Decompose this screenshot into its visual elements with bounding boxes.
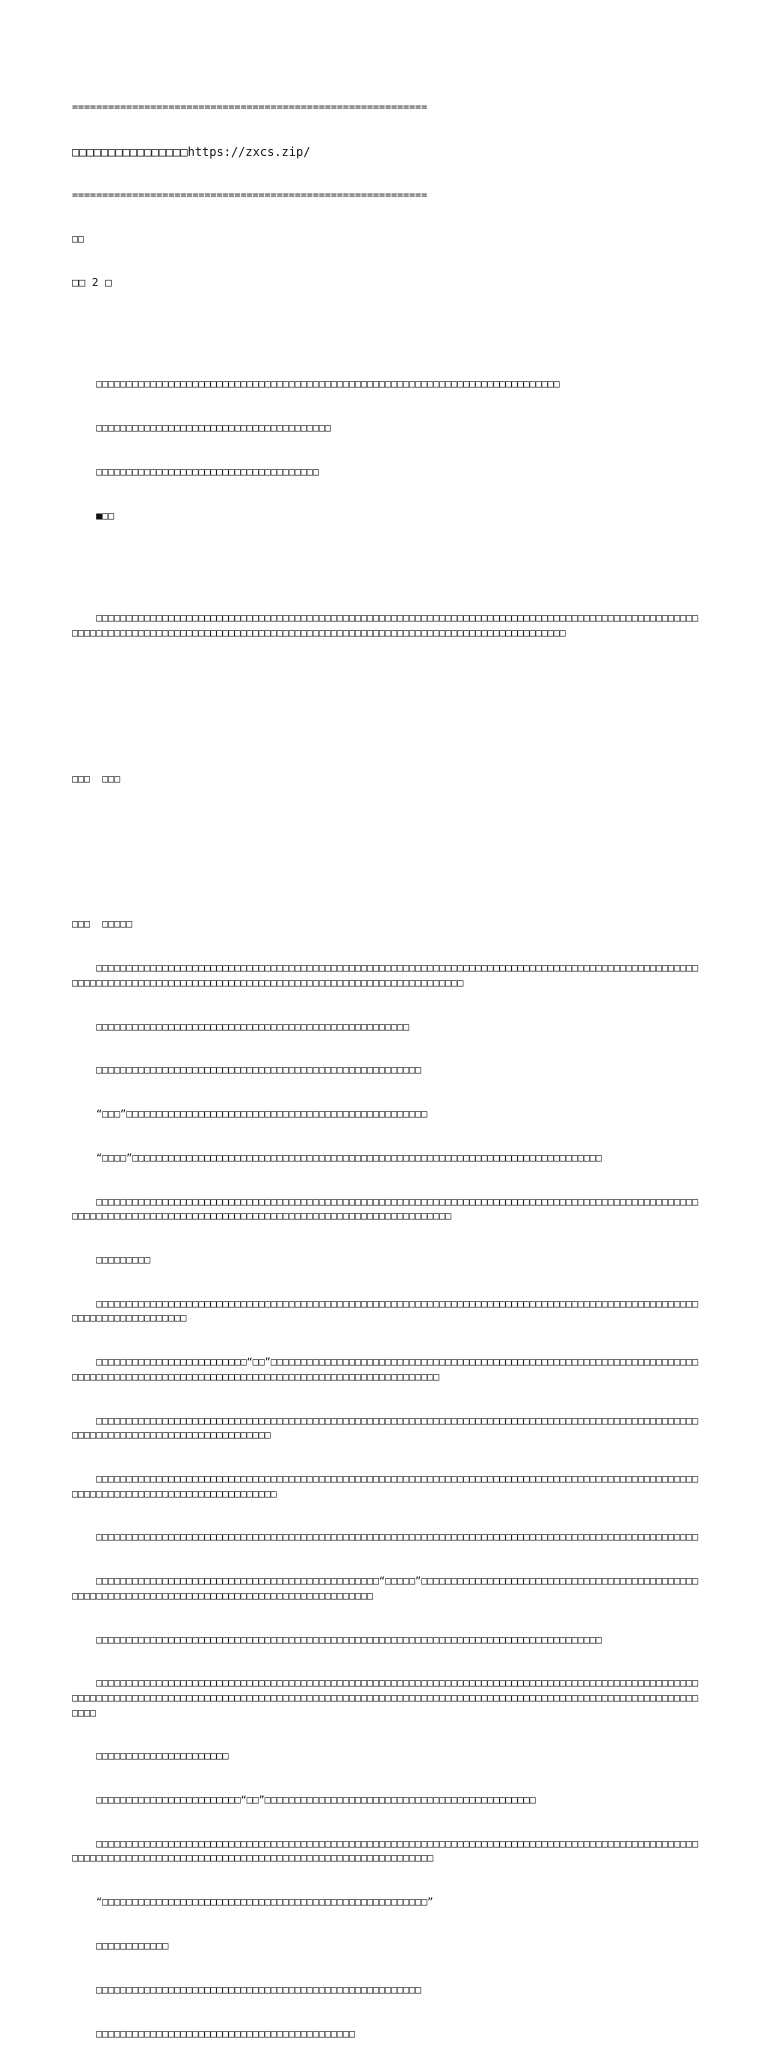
volume-title: □□□ □□□ bbox=[72, 773, 121, 785]
body-paragraph: □□□□□□□□□□□□□□□□□□□□□□□□□□□□□□□□□□□□□□□□□□□ bbox=[72, 2028, 355, 2040]
intro-line: □□□□□□□□□□□□□□□□□□□□□□□□□□□□□□□□□□□□□ bbox=[72, 467, 319, 479]
chapter-number: □□ 2 □ bbox=[72, 276, 112, 290]
body-paragraph: □□□□□□□□□□□□□□□□□□□□□□□□□“□□”□□□□□□□□□□□□□□□□□□□□□□□□□□□□□□□□□□□□□□□□□□□□□□□□□□□□□□□□□□□□□□□□□□□□□□□□□□□□□□□□□□□□□□□□□□□□□□□□□□□□□□□□□□□□□□□□□□□□□□□□□□□□□□□□□□□□ bbox=[72, 1357, 699, 1383]
synopsis-paragraph: □□□□□□□□□□□□□□□□□□□□□□□□□□□□□□□□□□□□□□□□□□□□□□□□□□□□□□□□□□□□□□□□□□□□□□□□□□□□□□□□□□□□□□□□□□□□□□□□□□□□□□□□□□□□□□□□□□□□□□□□□□□□□□□□□□□□□□□□□□□□□□□□□□□□□□□□□□□□□□□□□□□□□□□□□□□□□□□□□□□□□□ bbox=[72, 612, 699, 639]
intro-line: □□□□□□□□□□□□□□□□□□□□□□□□□□□□□□□□□□□□□□□□□□□□□□□□□□□□□□□□□□□□□□□□□□□□□□□□□□□□□ bbox=[72, 379, 560, 391]
body-paragraph: □□□□□□□□□□□□□□□□□□□□□□□□□□□□□□□□□□□□□□□□□□□□□□□“□□□□□”□□□□□□□□□□□□□□□□□□□□□□□□□□□□□□□□□□□□□□□□□□□□□□□□□□□□□□□□□□□□□□□□□□□□□□□□□□□□□□□□□□□□□□□□□□□□□□□□ bbox=[72, 1576, 699, 1602]
body-paragraph: □□□□□□□□□□□□ bbox=[72, 1941, 169, 1952]
site-url-line: □□□□□□□□□□□□□□□□https://zxcs.zip/ bbox=[72, 144, 311, 159]
body-paragraph: □□□□□□□□□□□□□□□□□□□□□□□□□□□□□□□□□□□□□□□□□□□□□□□□□□□□ bbox=[72, 1021, 410, 1033]
body-paragraph: □□□□□□□□□□□□□□□□□□□□□□□□□□□□□□□□□□□□□□□□□□□□□□□□□□□□□□□□□□□□□□□□□□□□□□□□□□□□□□□□□□□□□□□□□□□□□□□□□□□□□□□□□□□□□□□□□□□□□□□□□□□□□□□□□□□□□□□□□□□□□□□□□□□□□□□□□□□□□□□□ bbox=[72, 1838, 699, 1865]
body-paragraph: □□□□□□□□□□□□□□□□□□□□□□□□□□□□□□□□□□□□□□□□□□□□□□□□□□□□□□□□□□□□□□□□□□□□□□□□□□□□□□□□□□□□□□□□□□□□□□□□□□□□□□□□□□□□□□□□□□□□□□□□□□□□□□□□□□□□□□ bbox=[72, 1474, 699, 1500]
spacer bbox=[72, 670, 702, 685]
spacer bbox=[72, 554, 702, 569]
body-paragraph: “□□□□□□□□□□□□□□□□□□□□□□□□□□□□□□□□□□□□□□□□□□□□□□□□□□□□□□” bbox=[72, 1897, 434, 1909]
body-paragraph: □□□□□□□□□□□□□□□□□□□□□□□□□□□□□□□□□□□□□□□□□□□□□□□□□□□□□□□□□□□□□□□□□□□□□□□□□□□□□□□□□□□□□□□□□□□□□□□□□□□□□□□□□□□□□□□□□□□□□□□ bbox=[72, 1298, 699, 1325]
spacer bbox=[72, 816, 702, 831]
body-paragraph: “□□□□”□□□□□□□□□□□□□□□□□□□□□□□□□□□□□□□□□□□□□□□□□□□□□□□□□□□□□□□□□□□□□□□□□□□□□□□□□□□□□□ bbox=[72, 1152, 602, 1164]
body-paragraph: □□□□□□□□□□□□□□□□□□□□□□□□□□□□□□□□□□□□□□□□□□□□□□□□□□□□□□□□□□□□□□□□□□□□□□□□□□□□□□□□□□□□□□□□□□□□□□□□□□□□ bbox=[72, 1532, 699, 1544]
intro-line: ■□□ bbox=[72, 510, 115, 522]
body-paragraph: □□□□□□□□□□□□□□□□□□□□□□□□□□□□□□□□□□□□□□□□□□□□□□□□□□□□□□ bbox=[72, 1065, 422, 1077]
spacer bbox=[72, 320, 702, 335]
body-paragraph: □□□□□□□□□□□□□□□□□□□□□□□□□□□□□□□□□□□□□□□□□□□□□□□□□□□□□□□□□□□□□□□□□□□□□□□□□□□□□□□□□□□□ bbox=[72, 1634, 602, 1646]
header-label: □□ bbox=[72, 233, 85, 245]
spacer bbox=[72, 860, 702, 875]
spacer bbox=[72, 714, 702, 729]
body-paragraph: □□□□□□□□□□□□□□□□□□□□□□□□□□□□□□□□□□□□□□□□□□□□□□□□□□□□□□□□□□□□□□□□□□□□□□□□□□□□□□□□□□□□□□□□□□□□□□□□□□□□□□□□□□□□□□□□□□□□□□□□□□□□□□□□□□□□□ bbox=[72, 1415, 699, 1442]
body-paragraph: □□□□□□□□□□□□□□□□□□□□□□□□“□□”□□□□□□□□□□□□□□□□□□□□□□□□□□□□□□□□□□□□□□□□□□□□□ bbox=[72, 1795, 536, 1807]
body-paragraph: “□□□”□□□□□□□□□□□□□□□□□□□□□□□□□□□□□□□□□□□□□□□□□□□□□□□□□□ bbox=[72, 1109, 428, 1121]
body-paragraph: □□□□□□□□□□□□□□□□□□□□□□ bbox=[72, 1751, 229, 1763]
chapter-title: □□□ □□□□□ bbox=[72, 919, 133, 931]
body-paragraph: □□□□□□□□□□□□□□□□□□□□□□□□□□□□□□□□□□□□□□□□□□□□□□□□□□□□□□□□□□□□□□□□□□□□□□□□□□□□□□□□□□□□□□□□□□□□□□□□□□□□□□□□□□□□□□□□□□□□□□□□□□□□□□□□□□□□□□□□□□□□□□□□□□□□□□□□□□□□□□□□□□□ bbox=[72, 1196, 699, 1223]
body-paragraph: □□□□□□□□□ bbox=[72, 1255, 151, 1267]
body-paragraph: □□□□□□□□□□□□□□□□□□□□□□□□□□□□□□□□□□□□□□□□□□□□□□□□□□□□□□ bbox=[72, 1984, 422, 1996]
document-body bbox=[72, 72, 702, 2048]
intro-line: □□□□□□□□□□□□□□□□□□□□□□□□□□□□□□□□□□□□□□□ bbox=[72, 423, 331, 435]
body-paragraph: □□□□□□□□□□□□□□□□□□□□□□□□□□□□□□□□□□□□□□□□□□□□□□□□□□□□□□□□□□□□□□□□□□□□□□□□□□□□□□□□□□□□□□□□□□□□□□□□□□□□□□□□□□□□□□□□□□□□□□□□□□□□□□□□□□□□□□□□□□□□□□□□□□□□□□□□□□□□□□□□□□□□□ bbox=[72, 963, 699, 989]
header-rule-top: =========================================================== bbox=[72, 102, 428, 114]
header-rule-bottom: =========================================================== bbox=[72, 189, 428, 201]
body-paragraph: □□□□□□□□□□□□□□□□□□□□□□□□□□□□□□□□□□□□□□□□□□□□□□□□□□□□□□□□□□□□□□□□□□□□□□□□□□□□□□□□□□□□□□□□□□□□□□□□□□□□□□□□□□□□□□□□□□□□□□□□□□□□□□□□□□□□□□□□□□□□□□□□□□□□□□□□□□□□□□□□□□□□□□□□□□□□□□□□□□□□□□□□□□□□□□□□□□□□□□□□□□□□□□□□ bbox=[72, 1678, 699, 1719]
